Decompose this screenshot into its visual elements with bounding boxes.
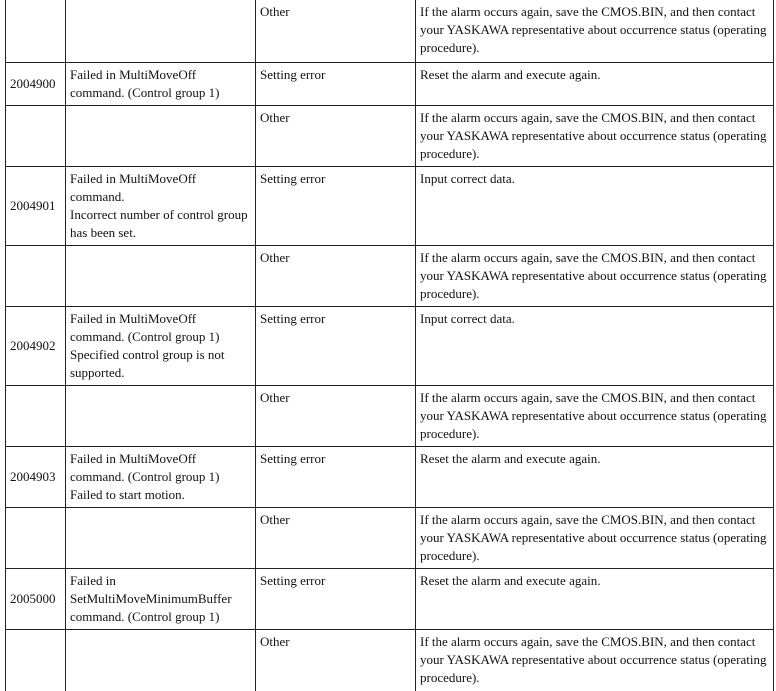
alarm-code-cell <box>6 105 66 166</box>
alarm-code-table <box>5 0 774 691</box>
alarm-description-cell <box>66 105 256 166</box>
table-row <box>6 568 774 629</box>
alarm-code-cell: 2004902 <box>6 306 66 385</box>
alarm-remedy-cell: Reset the alarm and execute again. <box>416 62 774 105</box>
table-row <box>6 446 774 507</box>
alarm-description-cell: Failed in MultiMoveOff command. (Control group 1) Failed to start motion. <box>66 446 256 507</box>
alarm-code-cell <box>6 245 66 306</box>
table-row <box>6 385 774 446</box>
table-row <box>6 166 774 245</box>
alarm-description-cell <box>66 629 256 691</box>
alarm-remedy-cell: If the alarm occurs again, save the CMOS.BIN, and then contact your YASKAWA representative about occurrence status (operating procedure). <box>416 105 774 166</box>
alarm-remedy-cell: If the alarm occurs again, save the CMOS.BIN, and then contact your YASKAWA representative about occurrence status (operating procedure). <box>416 0 774 62</box>
alarm-description-cell <box>66 385 256 446</box>
alarm-code-cell: 2004900 <box>6 62 66 105</box>
alarm-cause-cell: Setting error <box>256 568 416 629</box>
alarm-description-cell: Failed in MultiMoveOff command. (Control group 1) Specified control group is not supported. <box>66 306 256 385</box>
alarm-code-cell <box>6 385 66 446</box>
alarm-remedy-cell: Input correct data. <box>416 306 774 385</box>
table-row <box>6 629 774 691</box>
alarm-description-cell: Failed in SetMultiMoveMinimumBuffer command. (Control group 1) <box>66 568 256 629</box>
alarm-remedy-cell: If the alarm occurs again, save the CMOS.BIN, and then contact your YASKAWA representative about occurrence status (operating procedure). <box>416 629 774 691</box>
alarm-cause-cell: Setting error <box>256 306 416 385</box>
alarm-cause-cell: Other <box>256 245 416 306</box>
table-row <box>6 105 774 166</box>
alarm-cause-cell: Setting error <box>256 166 416 245</box>
alarm-cause-cell: Other <box>256 629 416 691</box>
alarm-cause-cell: Other <box>256 385 416 446</box>
alarm-code-cell <box>6 0 66 62</box>
alarm-description-cell <box>66 0 256 62</box>
alarm-description-cell: Failed in MultiMoveOff command. Incorrect number of control group has been set. <box>66 166 256 245</box>
table-row <box>6 62 774 105</box>
alarm-cause-cell: Other <box>256 507 416 568</box>
alarm-remedy-cell: Input correct data. <box>416 166 774 245</box>
alarm-cause-cell: Setting error <box>256 62 416 105</box>
alarm-code-cell: 2004903 <box>6 446 66 507</box>
alarm-code-cell <box>6 629 66 691</box>
alarm-code-cell: 2005000 <box>6 568 66 629</box>
alarm-description-cell: Failed in MultiMoveOff command. (Control group 1) <box>66 62 256 105</box>
alarm-remedy-cell: If the alarm occurs again, save the CMOS.BIN, and then contact your YASKAWA representative about occurrence status (operating procedure). <box>416 385 774 446</box>
alarm-remedy-cell: Reset the alarm and execute again. <box>416 446 774 507</box>
alarm-remedy-cell: If the alarm occurs again, save the CMOS.BIN, and then contact your YASKAWA representative about occurrence status (operating procedure). <box>416 245 774 306</box>
table-row <box>6 507 774 568</box>
alarm-code-cell: 2004901 <box>6 166 66 245</box>
table-row <box>6 306 774 385</box>
alarm-description-cell <box>66 507 256 568</box>
alarm-description-cell <box>66 245 256 306</box>
alarm-cause-cell: Setting error <box>256 446 416 507</box>
alarm-remedy-cell: Reset the alarm and execute again. <box>416 568 774 629</box>
alarm-code-cell <box>6 507 66 568</box>
alarm-cause-cell: Other <box>256 105 416 166</box>
alarm-cause-cell: Other <box>256 0 416 62</box>
table-row <box>6 0 774 62</box>
alarm-remedy-cell: If the alarm occurs again, save the CMOS.BIN, and then contact your YASKAWA representative about occurrence status (operating procedure). <box>416 507 774 568</box>
table-row <box>6 245 774 306</box>
